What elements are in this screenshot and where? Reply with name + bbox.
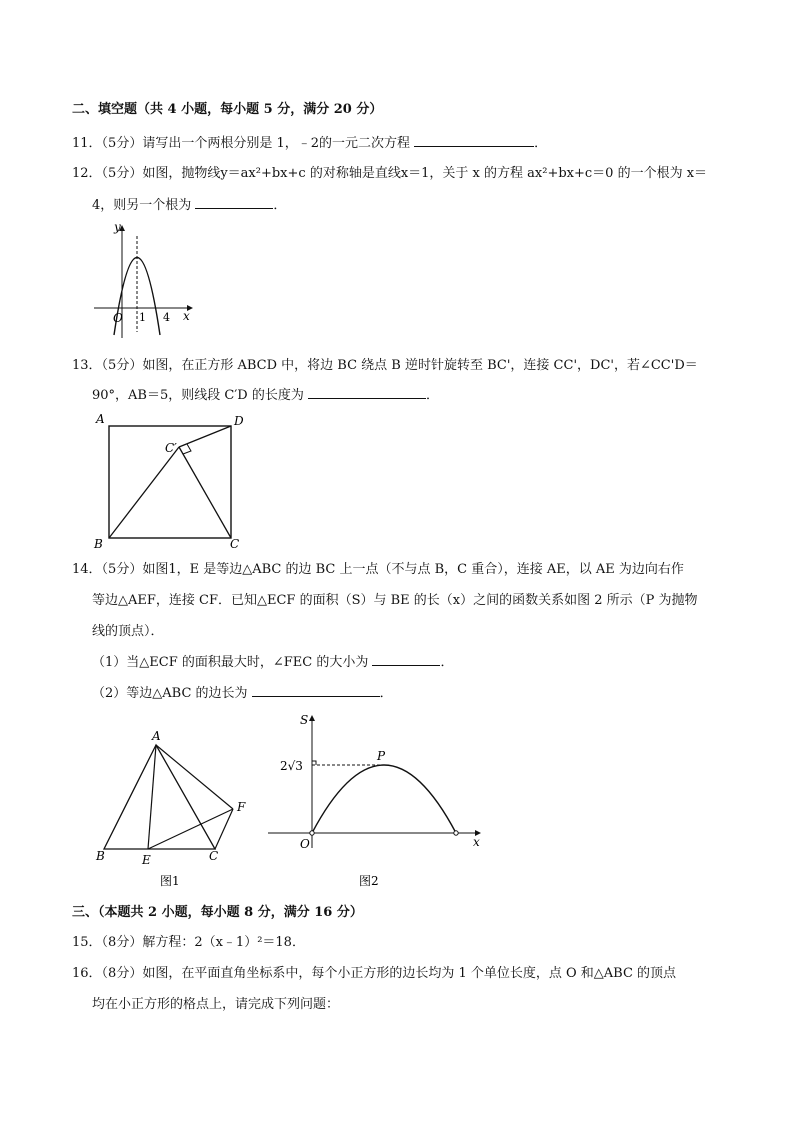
segment-cc-prime <box>179 447 231 538</box>
question-text: 解方程：2（x﹣1）²＝18． <box>142 935 305 950</box>
question-text: 4，则另一个根为 <box>92 198 192 213</box>
answer-blank[interactable] <box>372 653 440 666</box>
max-value-label: 2√3 <box>280 759 303 773</box>
figure-1-caption: 图1 <box>160 874 180 888</box>
figure-2-caption: 图2 <box>359 874 379 888</box>
punctuation: ． <box>440 655 454 670</box>
answer-blank[interactable] <box>414 134 534 147</box>
question-text: 如图，在平面直角坐标系中，每个小正方形的边长均为 1 个单位长度，点 O 和△ABC 的顶点 <box>142 966 677 981</box>
answer-blank[interactable] <box>308 386 426 399</box>
x-label: x <box>183 309 190 323</box>
segment-ef <box>148 809 233 849</box>
endpoint-open-point <box>454 831 458 835</box>
section-2-title: 二、填空题（共 4 小题，每小题 5 分，满分 20 分） <box>72 102 383 117</box>
punctuation: ． <box>379 686 393 701</box>
point-c-label: C <box>209 849 219 863</box>
triangle-abc <box>104 745 215 849</box>
question-text: 如图，在正方形 ABCD 中，将边 BC 绕点 B 逆时针旋转至 BC'，连接 CC'，DC'，若∠CC'D＝ <box>142 358 698 373</box>
question-text: 90°，AB＝5，则线段 C′D 的长度为 <box>92 388 304 403</box>
parabola-figure <box>92 220 196 340</box>
question-number: 12． <box>72 166 102 181</box>
question-14-sub1 <box>92 653 454 672</box>
question-11 <box>72 134 547 153</box>
origin-label: O <box>113 311 123 325</box>
question-14-line3 <box>92 623 164 641</box>
question-16-line2 <box>92 996 339 1014</box>
question-12-line1 <box>72 165 707 183</box>
question-number: 13． <box>72 358 102 373</box>
question-16-line1 <box>72 965 676 983</box>
point-d-label: D <box>234 414 244 428</box>
punctuation: ． <box>425 388 439 403</box>
question-13-line1 <box>72 357 698 375</box>
question-score: （5分） <box>101 562 143 577</box>
point-b-label: B <box>96 849 105 863</box>
question-text: 如图，抛物线y＝ax²+bx+c 的对称轴是直线x＝1，关于 x 的方程 ax²+bx+c＝0 的一个根为 x＝ <box>142 166 708 181</box>
tick-mark <box>312 761 316 765</box>
point-c-prime-label: C′ <box>165 441 177 455</box>
point-a-label: A <box>96 412 105 426</box>
question-14-sub2 <box>92 684 393 703</box>
answer-blank[interactable] <box>252 684 380 697</box>
y-label: y <box>114 220 121 234</box>
segment-bc-prime <box>109 447 179 538</box>
tick-4-label: 4 <box>163 311 170 324</box>
s-label: S <box>300 713 309 727</box>
parabola-curve <box>312 765 456 833</box>
x-label: x <box>473 835 480 849</box>
question-number: 14． <box>72 562 102 577</box>
question-number: 11． <box>72 136 102 151</box>
section-3-title: 三、（本题共 2 小题，每小题 8 分，满分 16 分） <box>72 905 363 920</box>
question-score: （8分） <box>101 966 143 981</box>
punctuation: ． <box>273 198 287 213</box>
sub-question-text: （1）当△ECF 的面积最大时，∠FEC 的大小为 <box>92 655 369 670</box>
segment-ae <box>148 745 156 849</box>
segment-dc-prime <box>179 426 231 447</box>
segment-cf <box>215 809 233 849</box>
question-15 <box>72 934 305 952</box>
point-b-label: B <box>94 537 103 550</box>
question-text: 线的顶点）． <box>92 624 164 639</box>
question-text: 请写出一个两根分别是 1，﹣2的一元二次方程 <box>142 136 411 151</box>
point-c-label: C <box>230 537 240 550</box>
sub-question-text: （2）等边△ABC 的边长为 <box>92 686 248 701</box>
answer-blank[interactable] <box>195 196 273 209</box>
square-figure <box>92 408 252 550</box>
question-score: （5分） <box>101 136 143 151</box>
question-text: 均在小正方形的格点上，请完成下列问题： <box>92 997 340 1012</box>
question-text: 等边△AEF，连接 CF．已知△ECF 的面积（S）与 BE 的长（x）之间的函数关系如图 2 所示（P 为抛物 <box>92 593 698 608</box>
function-graph-figure-2 <box>262 712 484 890</box>
question-score: （5分） <box>101 166 143 181</box>
segment-af <box>156 745 233 809</box>
vertex-p-label: P <box>377 749 386 763</box>
origin-label: O <box>300 837 310 851</box>
punctuation: ． <box>534 136 548 151</box>
tick-1-label: 1 <box>139 311 146 324</box>
question-14-line2 <box>92 592 698 610</box>
point-e-label: E <box>142 853 151 867</box>
question-number: 15． <box>72 935 102 950</box>
point-f-label: F <box>237 800 246 814</box>
question-14-line1 <box>72 561 684 579</box>
origin-open-point <box>310 831 314 835</box>
question-score: （5分） <box>101 358 143 373</box>
question-number: 16． <box>72 966 102 981</box>
question-score: （8分） <box>101 935 143 950</box>
triangle-figure-1 <box>92 712 262 890</box>
question-12-line2 <box>92 196 286 215</box>
point-a-label: A <box>152 729 161 743</box>
question-text: 如图1，E 是等边△ABC 的边 BC 上一点（不与点 B，C 重合），连接 AE，以 AE 为边向右作 <box>142 562 684 577</box>
question-13-line2 <box>92 386 439 405</box>
